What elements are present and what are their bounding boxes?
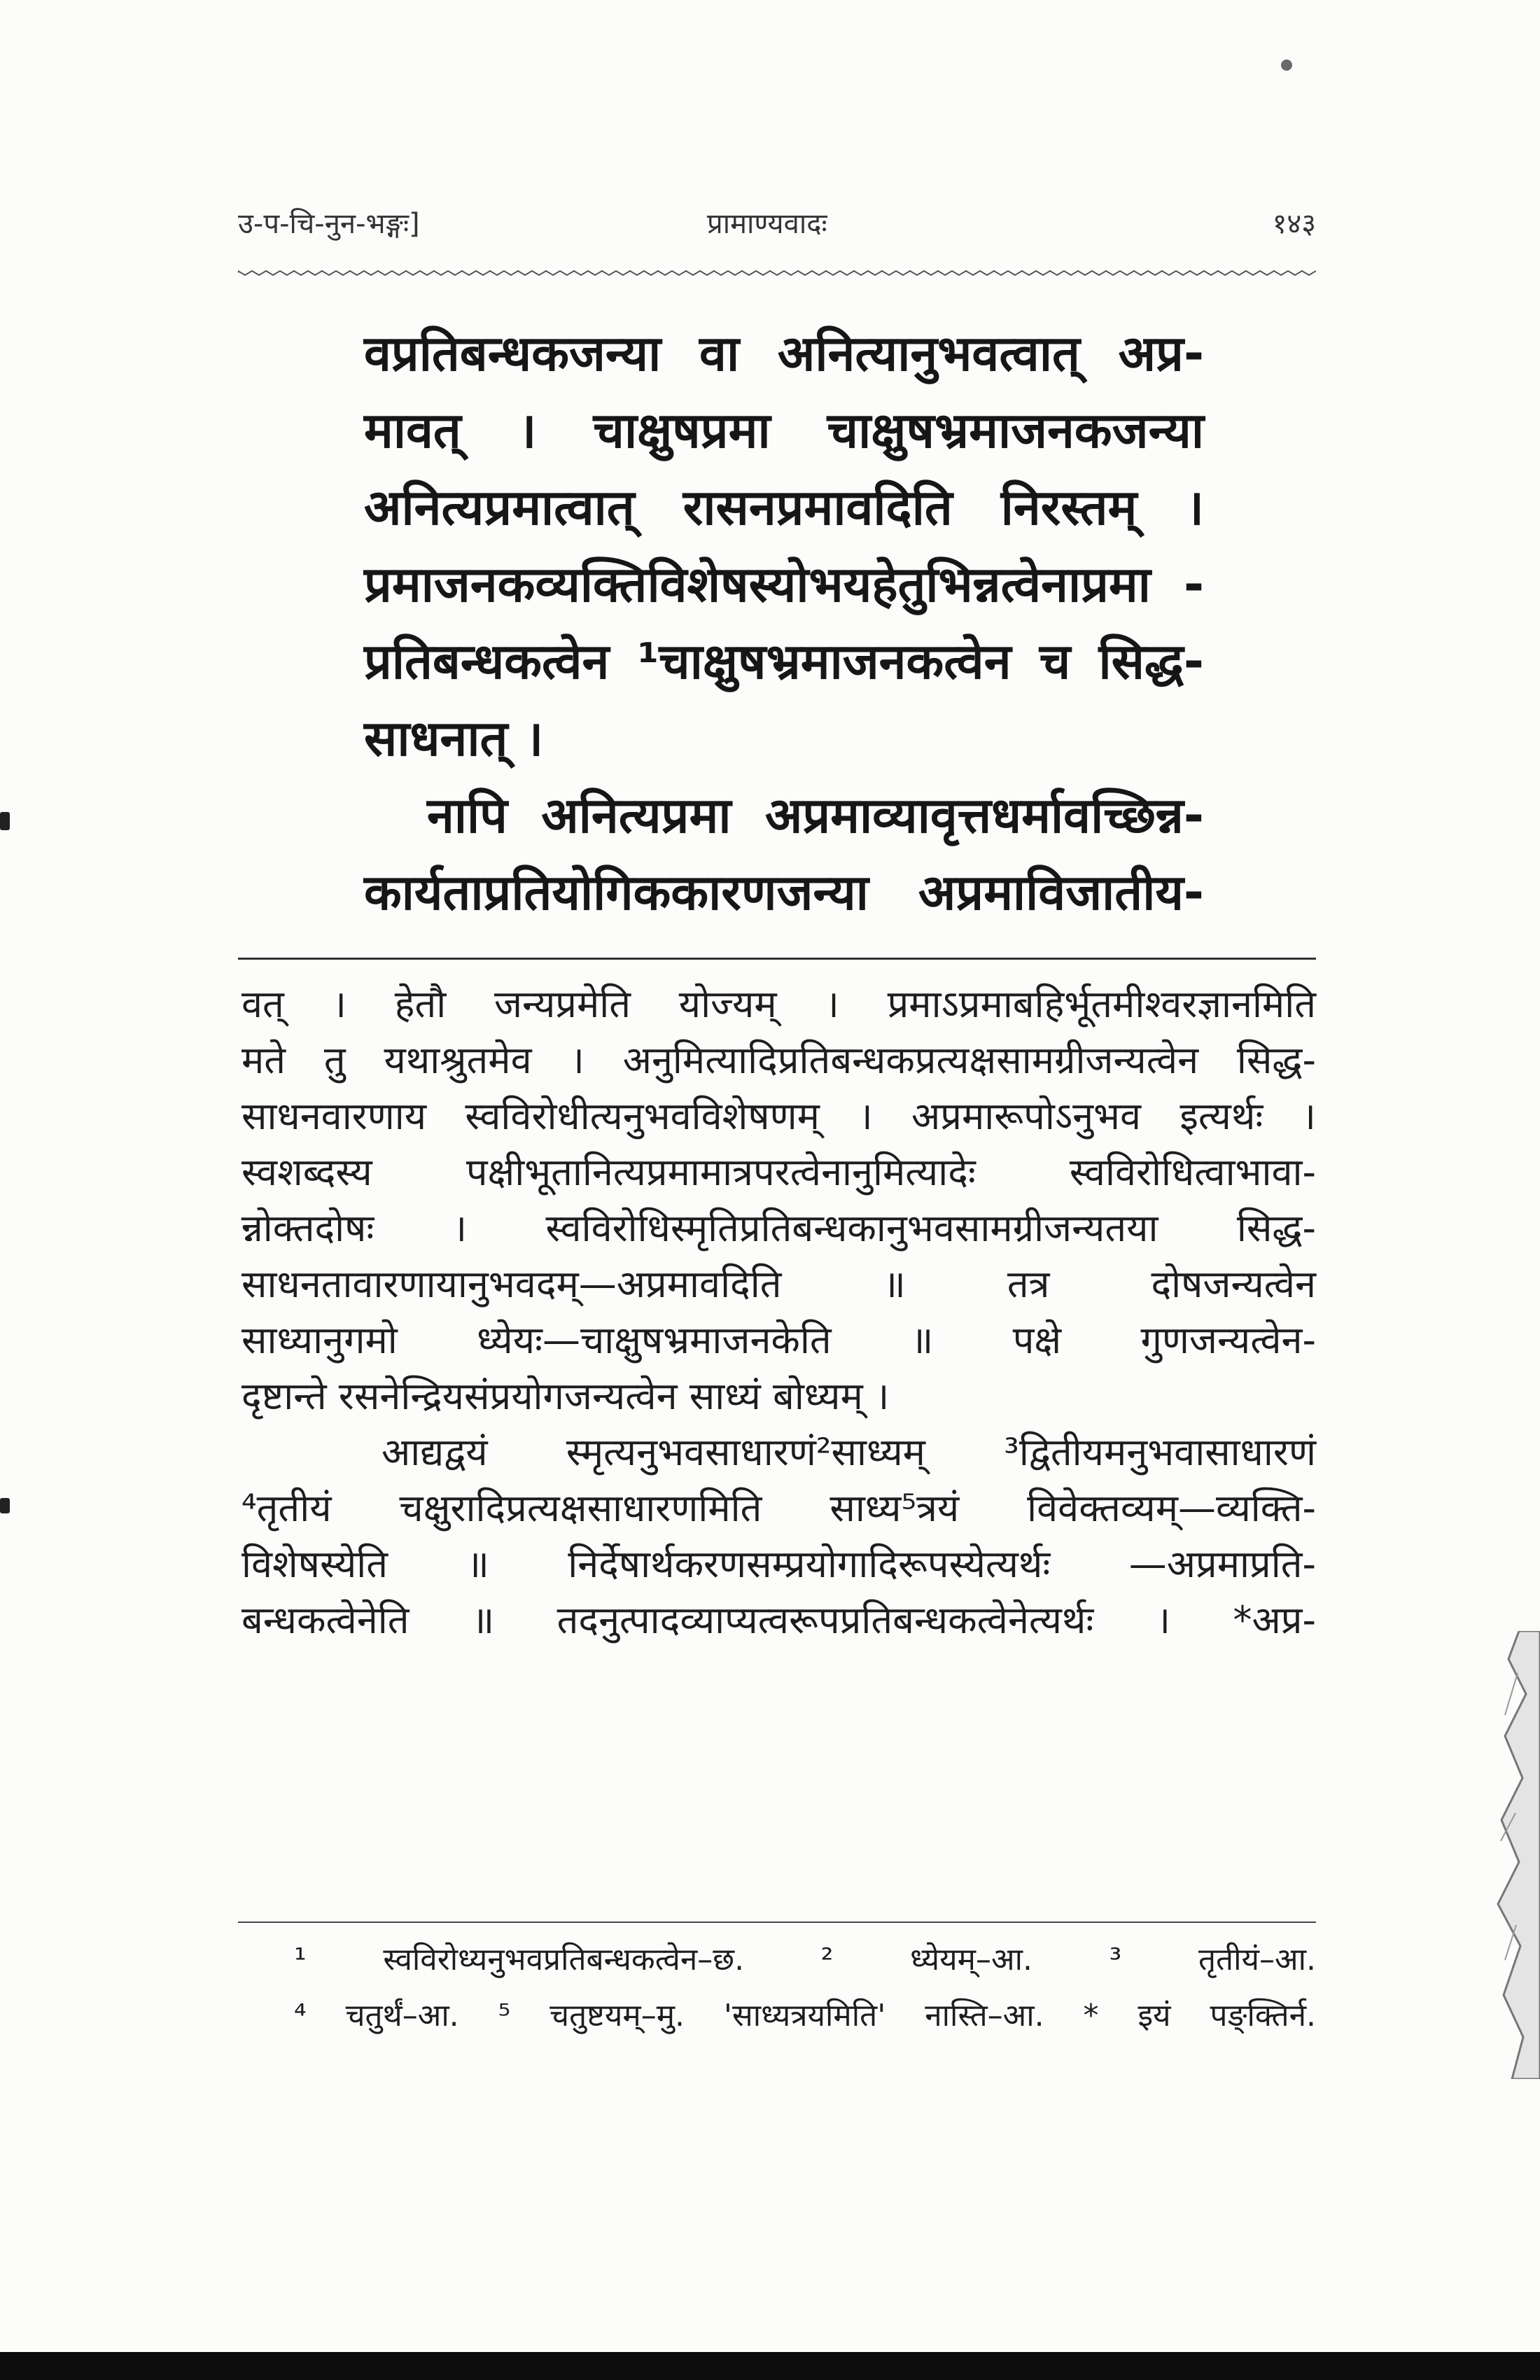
main-line: प्रतिबन्धकत्वेन ¹चाक्षुषभ्रमाजनकत्वेन च सिद्ध- — [364, 633, 1204, 690]
main-line: साधनात् । — [364, 710, 544, 767]
commentary-line: ⁴तृतीयं चक्षुरादिप्रत्यक्षसाधारणमिति साध्य⁵त्रयं विवेक्तव्यम्—व्यक्ति- — [241, 1486, 1316, 1530]
commentary-line: मते तु यथाश्रुतमेव । अनुमित्यादिप्रतिबन्धकप्रत्यक्षसामग्रीजन्यत्वेन सिद्ध- — [241, 1038, 1316, 1082]
commentary-line: स्वशब्दस्य पक्षीभूतानित्यप्रमामात्रपरत्वेनानुमित्यादेः स्वविरोधित्वाभावा- — [241, 1150, 1316, 1194]
footnote-line: ⁴ चतुर्थं–आ. ⁵ चतुष्टयम्–मु. 'साध्यत्रयमिति' नास्ति–आ. * इयं पङ्क्तिर्न. — [294, 1998, 1316, 2033]
commentary-line: विशेषस्येति ॥ निर्देषार्थकरणसम्प्रयोगादिरूपस्येत्यर्थः —अप्रमाप्रति- — [241, 1542, 1316, 1586]
header-rule — [238, 266, 1316, 280]
commentary-line: आद्यद्वयं स्मृत्यनुभवसाधारणं²साध्यम् ³द्वितीयमनुभवासाधारणं — [382, 1430, 1316, 1474]
main-line: वप्रतिबन्धकजन्या वा अनित्यानुभवत्वात् अप्र- — [364, 325, 1204, 382]
scan-mark — [0, 812, 10, 830]
main-line: प्रमाजनकव्यक्तिविशेषस्योभयहेतुभिन्नत्वेनाप्रमा - — [364, 556, 1204, 613]
commentary — [241, 976, 1316, 1648]
ink-dot — [1281, 59, 1292, 71]
main-line: अनित्यप्रमात्वात् रासनप्रमावदिति निरस्तम् । — [364, 479, 1204, 536]
main-line: नापि अनित्यप्रमा अप्रमाव्यावृत्तधर्मावच्छिन्न- — [427, 787, 1204, 844]
commentary-line: साध्यानुगमो ध्येयः—चाक्षुषभ्रमाजनकेति ॥ पक्षे गुणजन्यत्वेन- — [241, 1318, 1316, 1362]
running-header — [238, 196, 1316, 252]
commentary-line: वत् । हेतौ जन्यप्रमेति योज्यम् । प्रमाऽप्रमाबहिर्भूतमीश्वरज्ञानमिति — [241, 982, 1316, 1026]
torn-paper-edge — [1477, 1631, 1540, 2079]
scan-border — [0, 2352, 1540, 2380]
header-left: उ-प-चि-नुन-भङ्गः] — [238, 208, 420, 240]
footnote-divider — [238, 1921, 1316, 1923]
footnote-line: ¹ स्वविरोध्यनुभवप्रतिबन्धकत्वेन–छ. ² ध्येयम्–आ. ³ तृतीयं–आ. — [294, 1942, 1316, 1977]
header-title: प्रामाण्यवादः — [707, 208, 827, 240]
scan-mark — [0, 1498, 10, 1513]
main-text — [364, 315, 1204, 931]
footnotes — [294, 1932, 1316, 2044]
main-line: मावत् । चाक्षुषप्रमा चाक्षुषभ्रमाजनकजन्या — [364, 402, 1204, 459]
section-divider — [238, 958, 1316, 960]
commentary-line: न्नोक्तदोषः । स्वविरोधिस्मृतिप्रतिबन्धकानुभवसामग्रीजन्यतया सिद्ध- — [241, 1206, 1316, 1250]
commentary-line: साधनतावारणायानुभवदम्—अप्रमावदिति ॥ तत्र दोषजन्यत्वेन — [241, 1262, 1316, 1306]
main-line: कार्यताप्रतियोगिककारणजन्या अप्रमाविजातीय- — [364, 864, 1204, 921]
commentary-line: बन्धकत्वेनेति ॥ तदनुत्पादव्याप्यत्वरूपप्रतिबन्धकत्वेनेत्यर्थः । *अप्र- — [241, 1598, 1316, 1642]
page-number: १४३ — [1272, 208, 1316, 240]
commentary-line: साधनवारणाय स्वविरोधीत्यनुभवविशेषणम् । अप्रमारूपोऽनुभव इत्यर्थः । — [241, 1094, 1316, 1138]
commentary-line: दृष्टान्ते रसनेन्द्रियसंप्रयोगजन्यत्वेन साध्यं बोध्यम् । — [241, 1374, 890, 1418]
